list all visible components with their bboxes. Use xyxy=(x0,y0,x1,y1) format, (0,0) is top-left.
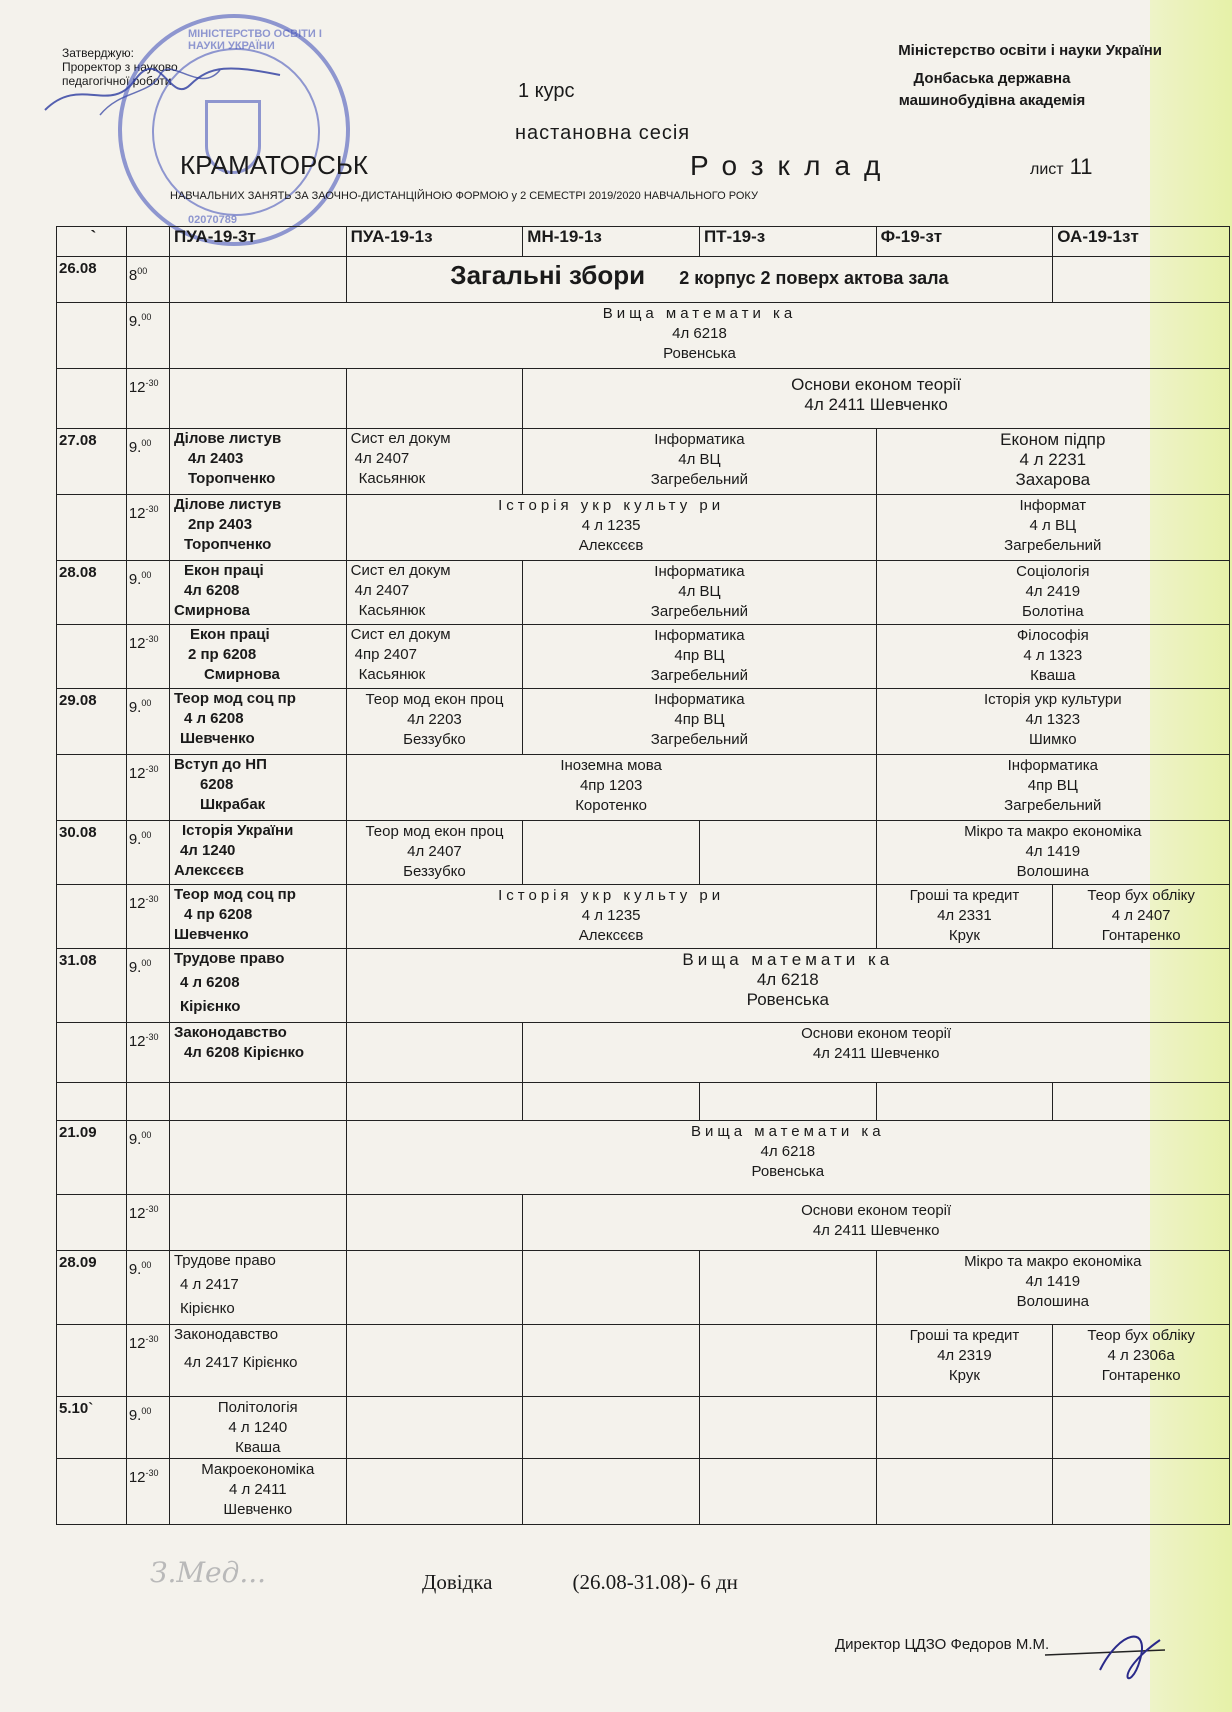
city-name: КРАМАТОРСЬК xyxy=(180,150,369,180)
lesson-cell: Гроші та кредит 4л 2319 Крук xyxy=(876,1325,1053,1397)
lesson-cell: Теор бух обліку 4 л 2407 Гонтаренко xyxy=(1053,885,1230,949)
time-cell: 9.00 xyxy=(126,949,169,1023)
lesson-cell: Інформатика 4пр ВЦ Загребельний xyxy=(523,689,876,755)
lesson-cell: Мікро та макро економіка 4л 1419 Волошина xyxy=(876,1251,1229,1325)
lesson-cell: Економ підпр 4 л 2231 Захарова xyxy=(876,429,1229,495)
lesson-cell: Історія укр культу ри 4 л 1235 Алексєєв xyxy=(346,495,876,561)
general-meeting-place: 2 корпус 2 поверх актова зала xyxy=(679,268,949,288)
empty-cell xyxy=(169,1121,346,1195)
lesson-cell: Інформатика 4пр ВЦ Загребельний xyxy=(876,755,1229,821)
lesson-cell: Вища математи ка 4л 6218 Ровенська xyxy=(346,949,1229,1023)
lesson-cell: Соціологія 4л 2419 Болотіна xyxy=(876,561,1229,625)
header-time-cell xyxy=(126,227,169,257)
date-cell: 29.08 xyxy=(57,689,127,755)
empty-cell xyxy=(699,1459,876,1525)
empty-cell xyxy=(876,1397,1053,1459)
empty-cell xyxy=(346,1325,523,1397)
empty-cell xyxy=(1053,257,1230,303)
date-cell: 5.10` xyxy=(57,1397,127,1459)
empty-cell xyxy=(699,1397,876,1459)
lesson-cell: Вища математи ка 4л 6218 Ровенська xyxy=(169,303,1229,369)
time-cell: $12^{-30}$ xyxy=(126,1459,169,1525)
general-meeting-cell xyxy=(346,257,1053,303)
institution-block xyxy=(822,40,1162,112)
lesson-cell: Ділове листув 2пр 2403 Торопченко xyxy=(169,495,346,561)
lesson-cell: Законодавство 4л 2417 Кірієнко xyxy=(169,1325,346,1397)
empty-cell xyxy=(346,369,523,429)
lesson-cell: Історія укр культу ри 4 л 1235 Алексєєв xyxy=(346,885,876,949)
empty-cell xyxy=(126,1083,169,1121)
sheet-label: лист xyxy=(1030,161,1064,178)
empty-cell xyxy=(1053,1459,1230,1525)
table-row xyxy=(57,1195,1230,1251)
lesson-cell: Основи економ теорії 4л 2411 Шевченко xyxy=(523,369,1230,429)
empty-cell xyxy=(699,1083,876,1121)
time-cell: $12^{-30}$ xyxy=(126,885,169,949)
time-cell: 9.00 xyxy=(126,1121,169,1195)
lesson-cell: Філософія 4 л 1323 Кваша xyxy=(876,625,1229,689)
empty-cell xyxy=(523,821,700,885)
date-cell: 27.08 xyxy=(57,429,127,495)
lesson-cell: Основи економ теорії 4л 2411 Шевченко xyxy=(523,1023,1230,1083)
table-row xyxy=(57,949,1230,1023)
empty-cell xyxy=(169,1195,346,1251)
table-row xyxy=(57,1251,1230,1325)
session-label: настановна сесія xyxy=(515,122,691,144)
header-row xyxy=(57,227,1230,257)
date-cell: 31.08 xyxy=(57,949,127,1023)
empty-cell xyxy=(699,1251,876,1325)
date-cell xyxy=(57,303,127,369)
lesson-cell: Теор бух обліку 4 л 2306а Гонтаренко xyxy=(1053,1325,1230,1397)
lesson-cell: Законодавство 4л 6208 Кірієнко xyxy=(169,1023,346,1083)
lesson-cell: Екон праці 4л 6208 Смирнова xyxy=(169,561,346,625)
empty-cell xyxy=(699,1325,876,1397)
empty-cell xyxy=(1053,1083,1230,1121)
schedule-table xyxy=(56,226,1230,1525)
document-subtitle: НАВЧАЛЬНИХ ЗАНЯТЬ ЗА ЗАОЧНО-ДИСТАНЦІЙНОЮ ФОРМОЮ у 2 СЕМЕСТРІ 2019/2020 НАВЧАЛЬНОГО РОКУ xyxy=(170,190,758,202)
empty-cell xyxy=(346,1023,523,1083)
table-row xyxy=(57,369,1230,429)
date-cell xyxy=(57,625,127,689)
time-cell: $12^{-30}$ xyxy=(126,1325,169,1397)
sheet-value: 11 xyxy=(1069,154,1093,179)
time-cell: $12^{-30}$ xyxy=(126,1023,169,1083)
lesson-cell: Мікро та макро економіка 4л 1419 Волошина xyxy=(876,821,1229,885)
date-cell xyxy=(57,755,127,821)
group-header: ПУА-19-3т xyxy=(169,227,346,257)
lesson-cell: Політологія 4 л 1240 Кваша xyxy=(169,1397,346,1459)
group-header: Ф-19-зт xyxy=(876,227,1053,257)
empty-cell xyxy=(699,821,876,885)
lesson-cell: Макроекономіка 4 л 2411 Шевченко xyxy=(169,1459,346,1525)
empty-cell xyxy=(523,1459,700,1525)
lesson-cell: Сист ел докум 4л 2407 Касьянюк xyxy=(346,561,523,625)
document-title: Розклад xyxy=(690,150,895,181)
approval-line-3: педагогічної роботи xyxy=(62,74,172,88)
group-header: МН-19-1з xyxy=(523,227,700,257)
reference-note xyxy=(422,1570,738,1595)
lesson-cell: Теор мод соц пр 4 пр 6208 Шевченко xyxy=(169,885,346,949)
lesson-cell: Сист ел докум 4л 2407 Касьянюк xyxy=(346,429,523,495)
lesson-cell: Історія України 4л 1240 Алексєєв xyxy=(169,821,346,885)
date-cell: 21.09 xyxy=(57,1121,127,1195)
empty-cell xyxy=(346,1251,523,1325)
academy-line-2: машинобудівна академія xyxy=(898,92,1086,109)
director-signature-line: Директор ЦДЗО Федоров М.М. xyxy=(835,1636,1050,1653)
table-row xyxy=(57,885,1230,949)
time-cell: $12^{-30}$ xyxy=(126,495,169,561)
empty-cell xyxy=(346,1459,523,1525)
date-cell xyxy=(57,885,127,949)
table-row xyxy=(57,755,1230,821)
table-row xyxy=(57,625,1230,689)
date-cell xyxy=(57,369,127,429)
time-cell: 9.00 xyxy=(126,1251,169,1325)
date-cell: 28.08 xyxy=(57,561,127,625)
empty-cell xyxy=(346,1397,523,1459)
empty-cell xyxy=(346,1083,523,1121)
lesson-cell: Інформатика 4л ВЦ Загребельний xyxy=(523,429,876,495)
table-row xyxy=(57,689,1230,755)
date-cell xyxy=(57,495,127,561)
ministry-name: Міністерство освіти і науки України xyxy=(898,42,1162,59)
director-signature-scribble xyxy=(1040,1620,1170,1680)
date-cell: 28.09 xyxy=(57,1251,127,1325)
lesson-cell: Інформатика 4л ВЦ Загребельний xyxy=(523,561,876,625)
approval-line-2: Проректор з науково xyxy=(62,60,178,74)
lesson-cell: Вища математи ка 4л 6218 Ровенська xyxy=(346,1121,1229,1195)
lesson-cell: Інформат 4 л ВЦ Загребельний xyxy=(876,495,1229,561)
time-cell: $12^{-30}$ xyxy=(126,369,169,429)
table-row xyxy=(57,1325,1230,1397)
date-cell xyxy=(57,1459,127,1525)
table-row xyxy=(57,1459,1230,1525)
lesson-cell: Теор мод екон проц 4л 2407 Беззубко xyxy=(346,821,523,885)
date-cell xyxy=(57,1195,127,1251)
date-cell: 26.08 xyxy=(57,257,127,303)
sheet-number xyxy=(1030,154,1092,180)
stamp-top-text: МІНІСТЕРСТВО ОСВІТИ І НАУКИ УКРАЇНИ xyxy=(188,28,322,52)
date-cell xyxy=(57,1325,127,1397)
table-row xyxy=(57,1397,1230,1459)
empty-cell xyxy=(169,1083,346,1121)
general-meeting-title: Загальні збори xyxy=(450,260,646,290)
date-cell: 30.08 xyxy=(57,821,127,885)
lesson-cell: Гроші та кредит 4л 2331 Крук xyxy=(876,885,1053,949)
table-row xyxy=(57,495,1230,561)
approval-line-1: Затверджую: xyxy=(62,46,134,60)
time-cell: 9.00 xyxy=(126,1397,169,1459)
time-cell: 9.00 xyxy=(126,821,169,885)
time-cell: 9.00 xyxy=(126,429,169,495)
group-header: ПУА-19-1з xyxy=(346,227,523,257)
empty-cell xyxy=(169,257,346,303)
group-header: ПТ-19-з xyxy=(699,227,876,257)
pencil-note: З.Мед... xyxy=(150,1556,267,1589)
lesson-cell: Екон праці 2 пр 6208 Смирнова xyxy=(169,625,346,689)
time-cell: $8^{00}$ xyxy=(126,257,169,303)
academy-line-1: Донбаська державна xyxy=(913,70,1071,87)
header-date-cell: ` xyxy=(57,227,127,257)
empty-cell xyxy=(523,1083,700,1121)
time-cell: 9.00 xyxy=(126,561,169,625)
table-row xyxy=(57,1121,1230,1195)
lesson-cell: Історія укр культури 4л 1323 Шимко xyxy=(876,689,1229,755)
time-cell: 9.00 xyxy=(126,303,169,369)
reference-value: (26.08-31.08)- 6 дн xyxy=(572,1570,738,1594)
lesson-cell: Трудове право 4 л 2417 Кірієнко xyxy=(169,1251,346,1325)
table-row xyxy=(57,1083,1230,1121)
lesson-cell: Трудове право 4 л 6208 Кірієнко xyxy=(169,949,346,1023)
table-row xyxy=(57,561,1230,625)
lesson-cell: Інформатика 4пр ВЦ Загребельний xyxy=(523,625,876,689)
date-cell xyxy=(57,1023,127,1083)
stamp-lettering xyxy=(118,14,350,246)
table-row xyxy=(57,1023,1230,1083)
empty-cell xyxy=(523,1251,700,1325)
lesson-cell: Вступ до НП 6208 Шкрабак xyxy=(169,755,346,821)
empty-cell xyxy=(523,1325,700,1397)
empty-cell xyxy=(876,1459,1053,1525)
lesson-cell: Іноземна мова 4пр 1203 Коротенко xyxy=(346,755,876,821)
lesson-cell: Теор мод екон проц 4л 2203 Беззубко xyxy=(346,689,523,755)
empty-cell xyxy=(876,1083,1053,1121)
empty-cell xyxy=(57,1083,127,1121)
time-cell: $12^{-30}$ xyxy=(126,1195,169,1251)
empty-cell xyxy=(169,369,346,429)
table-row xyxy=(57,429,1230,495)
lesson-cell: Основи економ теорії 4л 2411 Шевченко xyxy=(523,1195,1230,1251)
time-cell: 9.00 xyxy=(126,689,169,755)
table-row xyxy=(57,257,1230,303)
course-label: 1 курс xyxy=(518,80,575,102)
lesson-cell: Теор мод соц пр 4 л 6208 Шевченко xyxy=(169,689,346,755)
stamp-code: 02070789 xyxy=(188,214,237,226)
reference-label: Довідка xyxy=(422,1570,493,1594)
empty-cell xyxy=(346,1195,523,1251)
time-cell: $12^{-30}$ xyxy=(126,755,169,821)
lesson-cell: Ділове листув 4л 2403 Торопченко xyxy=(169,429,346,495)
lesson-cell: Сист ел докум 4пр 2407 Касьянюк xyxy=(346,625,523,689)
empty-cell xyxy=(1053,1397,1230,1459)
table-row xyxy=(57,303,1230,369)
empty-cell xyxy=(523,1397,700,1459)
time-cell: $12^{-30}$ xyxy=(126,625,169,689)
table-row xyxy=(57,821,1230,885)
group-header: ОА-19-1зт xyxy=(1053,227,1230,257)
